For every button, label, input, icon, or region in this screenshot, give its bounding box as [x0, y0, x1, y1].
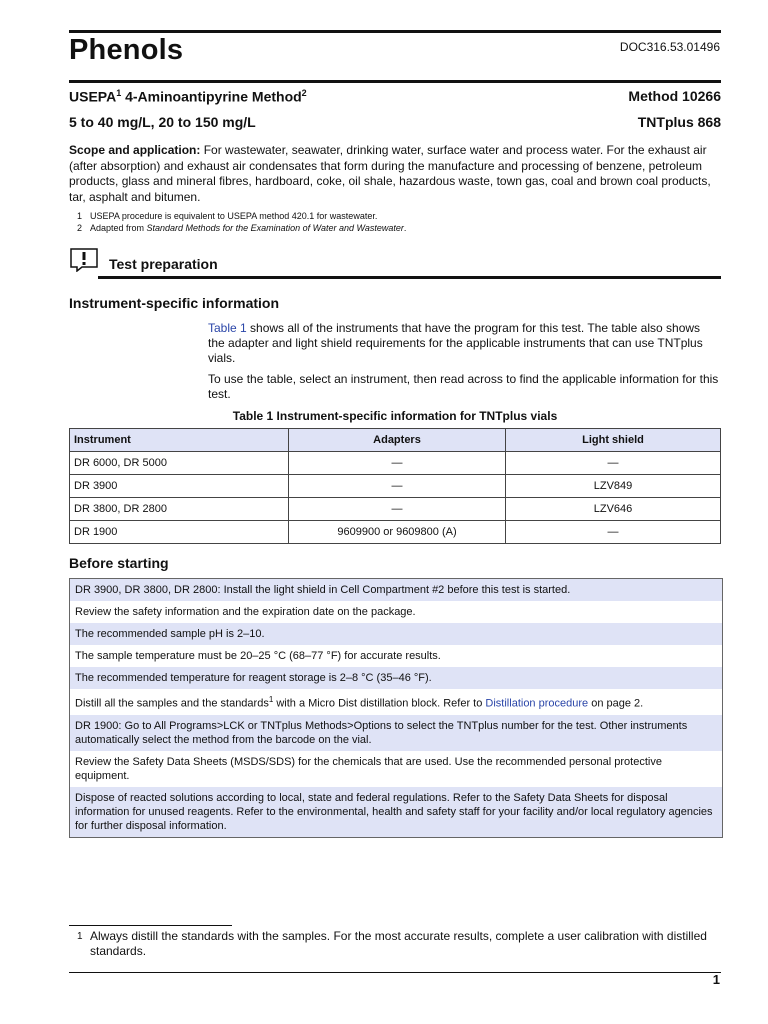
table-cell: DR 3900 [70, 475, 289, 498]
list-item: Review the Safety Data Sheets (MSDS/SDS) for the chemicals that are used. Use the recommended personal protective equipment. [75, 755, 662, 782]
table-row [70, 452, 721, 475]
table-cell: — [289, 498, 506, 521]
range-text: 5 to 40 mg/L, 20 to 150 mg/L [69, 114, 256, 130]
list-item-distill: Distill all the samples and the standards$^1$ with a Micro Dist distillation block. Refer to Distillation procedure on page 2. [75, 695, 644, 710]
table-cell: — [506, 452, 721, 475]
list-item: Dispose of reacted solutions according to local, state and federal regulations. Refer to the Safety Data Sheets for disposal information for unused reagents. Refer to the environmental, health and safety staff for your facility and/or local regulatory agencies for further disposal information. [70, 787, 722, 837]
list-item: Review the safety information and the expiration date on the package. [75, 606, 416, 618]
instrument-paragraph-2: To use the table, select an instrument, then read across to find the applicable information for this test. [208, 372, 719, 401]
page-number: 1 [712, 972, 720, 987]
title-rule [69, 80, 721, 83]
warning-note-icon [70, 248, 98, 272]
list-item: The recommended sample pH is 2–10. [70, 623, 722, 645]
doc-number: DOC316.53.01496 [619, 40, 720, 54]
list-item: DR 3900, DR 3800, DR 2800: Install the light shield in Cell Compartment #2 before this test is started. [70, 579, 722, 601]
table-row [70, 498, 721, 521]
table-cell: DR 1900 [70, 521, 289, 544]
method-number: Method 10266 [628, 88, 721, 104]
footnote-bottom: 1 Always distill the standards with the samples. For the most accurate results, complete a user calibration with distilled standards. [77, 929, 707, 958]
table-cell: — [289, 475, 506, 498]
footnote-1: 1 USEPA procedure is equivalent to USEPA method 420.1 for wastewater. [77, 211, 378, 221]
table-cell: DR 6000, DR 5000 [70, 452, 289, 475]
footnote-rule [69, 925, 232, 926]
table-caption: Table 1 Instrument-specific information for TNTplus vials [232, 409, 558, 423]
table-row [70, 521, 721, 544]
table-cell: — [289, 452, 506, 475]
section-rule [98, 276, 721, 279]
method-line [69, 88, 721, 105]
heading-instrument-info: Instrument-specific information [69, 295, 280, 311]
table-cell: LZV849 [506, 475, 721, 498]
column-header: Instrument [70, 429, 289, 452]
range-line [69, 114, 721, 130]
column-header: Adapters [289, 429, 506, 452]
table-1-link[interactable]: Table 1 [208, 321, 247, 335]
method-name: USEPA$^1$ 4-Aminoantipyrine Method$^2$ [69, 88, 307, 105]
table-cell: 9609900 or 9609800 (A) [289, 521, 506, 544]
section-title-test-preparation: Test preparation [109, 256, 218, 272]
instrument-paragraph-1: Table 1 shows all of the instruments that have the program for this test. The table also shows the adapter and light shield requirements for the applicable instruments that can use TNTplus vials. [208, 321, 703, 365]
before-starting-list [69, 578, 723, 838]
table-header-row [70, 429, 721, 452]
page-title: Phenols [69, 34, 184, 66]
scope-paragraph: Scope and application: For wastewater, seawater, drinking water, surface water and process water. For the exhaust air (after absorption) and exhaust air condensates that form during the manufacture and processing of benzene, petroleum products, glass and mineral fibres, hardboard, coke, oil shale, hazardous waste, town gas, coal and brown coal products, tar, asphalt and bitumen. [69, 143, 711, 204]
instrument-table [69, 428, 721, 544]
heading-before-starting: Before starting [69, 555, 169, 571]
bottom-rule [69, 972, 721, 973]
list-item: The recommended temperature for reagent storage is 2–8 °C (35–46 °F). [70, 667, 722, 689]
table-cell: — [506, 521, 721, 544]
list-item: The sample temperature must be 20–25 °C (68–77 °F) for accurate results. [75, 650, 441, 662]
list-item: DR 1900: Go to All Programs>LCK or TNTplus Methods>Options to select the TNTplus number for the test. Other instruments automatically select the method from the barcode on the vial. [70, 715, 722, 751]
table-row [70, 475, 721, 498]
table-cell: LZV646 [506, 498, 721, 521]
distillation-procedure-link[interactable]: Distillation procedure [485, 697, 589, 710]
top-rule [69, 30, 721, 33]
column-header: Light shield [506, 429, 721, 452]
tntplus-number: TNTplus 868 [637, 114, 721, 130]
table-cell: DR 3800, DR 2800 [70, 498, 289, 521]
footnote-2: 2 Adapted from Standard Methods for the Examination of Water and Wastewater. [77, 223, 407, 233]
